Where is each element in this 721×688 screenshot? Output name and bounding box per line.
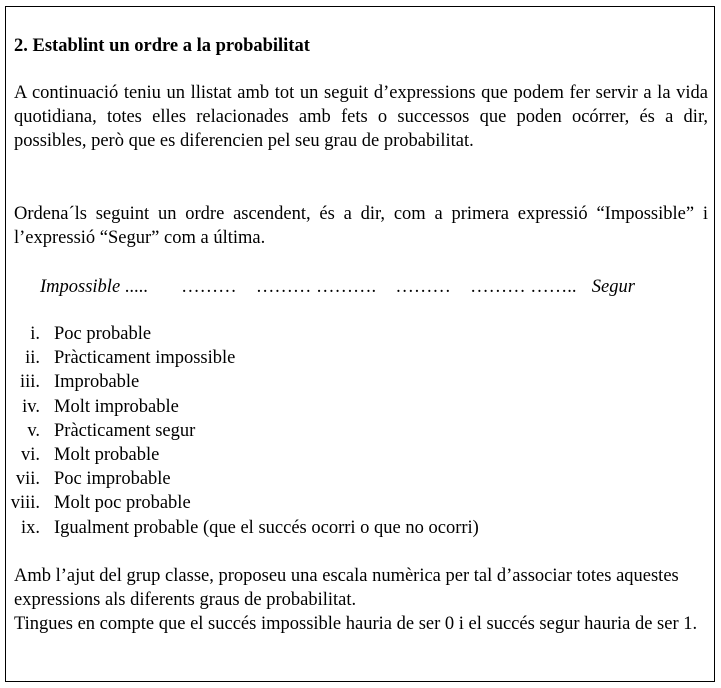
list-item-number: v. xyxy=(27,420,40,441)
list-item-number: ix. xyxy=(20,517,40,538)
scale-blank-2: ……… xyxy=(181,277,237,297)
list-item-number: ii. xyxy=(25,348,40,369)
closing-line-2: Tingues en compte que el succés impossible hauria de ser 0 i el succés segur hauria de ser 1. xyxy=(14,614,698,635)
scale-end: Segur xyxy=(591,277,635,297)
scale-blank-4: ……… xyxy=(395,277,451,297)
closing-paragraph xyxy=(14,564,708,637)
list-item-text: Igualment probable (que el succés ocorri o que no ocorri) xyxy=(54,517,479,538)
scale-start: Impossible xyxy=(40,277,121,297)
list-item-number: vi. xyxy=(20,444,40,465)
list-item-text: Poc improbable xyxy=(54,469,171,490)
list-item-text: Molt probable xyxy=(54,444,160,465)
list-item-text: Molt improbable xyxy=(54,396,179,417)
closing-line-1: Amb l’ajut del grup classe, proposeu una escala numèrica per tal d’associar totes aquestes expressions als diferents graus de probabilitat. xyxy=(14,566,679,611)
scale-blank-5: ……… …….. xyxy=(470,277,577,297)
list-item-text: Pràcticament segur xyxy=(54,420,196,441)
scale-blank-1: ..... xyxy=(124,277,148,297)
list-item-text: Poc probable xyxy=(54,324,152,344)
list-item-number: vii. xyxy=(15,469,40,490)
list-item-number: viii. xyxy=(10,493,40,514)
section-title: 2. Establint un ordre a la probabilitat xyxy=(14,36,310,56)
scale-blank-3: ……… ………. xyxy=(255,277,377,297)
list-item-text: Molt poc probable xyxy=(54,493,191,514)
instruction-paragraph: Ordena´ls seguint un ordre ascendent, és a dir, com a primera expressió “Impossible” i l’expressió “Segur” com a última. xyxy=(14,204,708,249)
list-item-text: Improbable xyxy=(54,372,140,393)
intro-paragraph: A continuació teniu un llistat amb tot un seguit d’expressions que podem fer servir a la vida quotidiana, totes elles relacionades amb fets o successos que poden ocórrer, és a dir, possibles, però que es diferencien pel seu grau de probabilitat. xyxy=(14,83,708,152)
probability-scale xyxy=(40,275,635,299)
list-item-number: iv. xyxy=(22,396,40,417)
list-item-number: iii. xyxy=(19,372,40,393)
list-item-text: Pràcticament impossible xyxy=(54,348,236,369)
list-item-number: i. xyxy=(30,324,40,344)
